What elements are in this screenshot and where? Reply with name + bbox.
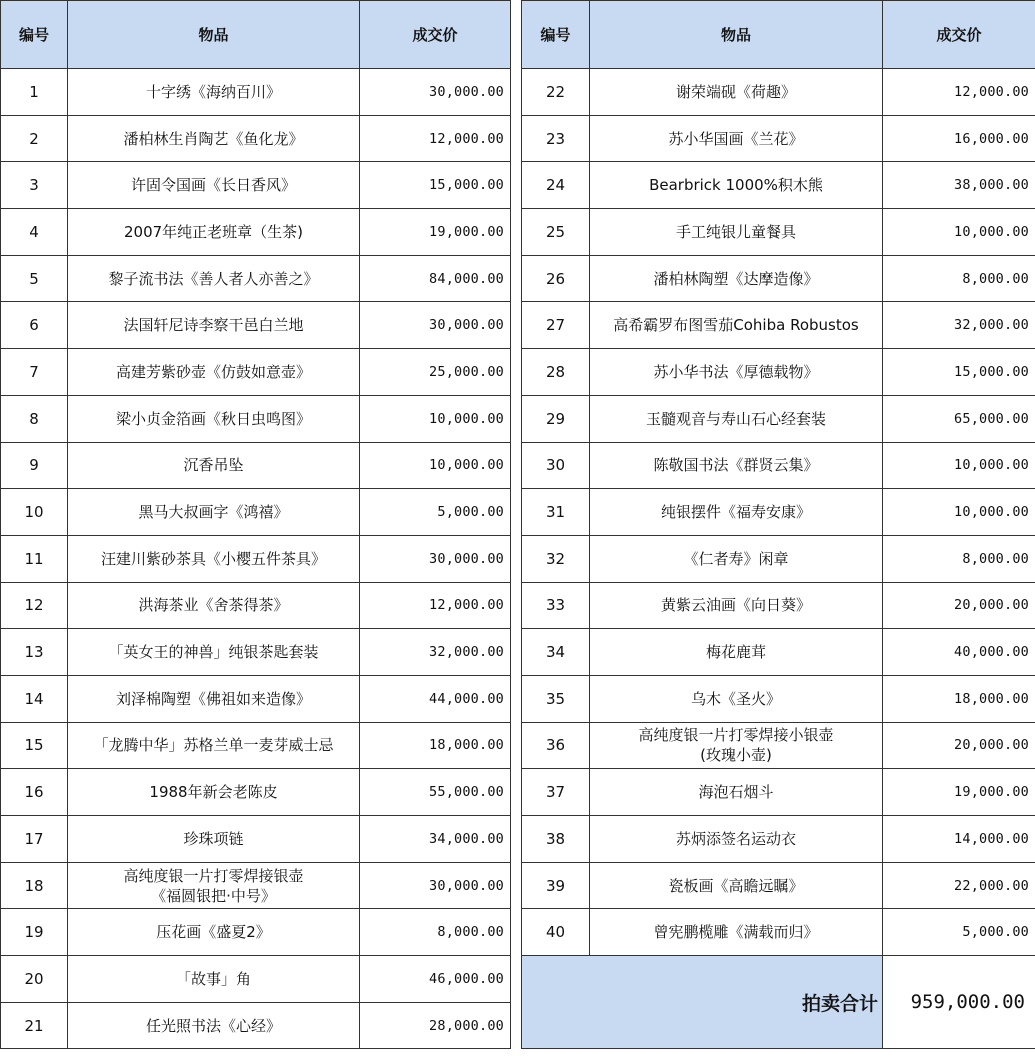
item-name-cell xyxy=(68,115,360,162)
item-number: 19 xyxy=(1,909,68,956)
item-price: 19,000.00 xyxy=(883,769,1035,816)
item-price: 22,000.00 xyxy=(883,862,1035,909)
item-name: 曾宪鹏榄雕《满载而归》 xyxy=(653,923,819,942)
item-name: 压花画《盛夏2》 xyxy=(156,923,271,942)
table-row xyxy=(1,956,511,1003)
table-row xyxy=(522,395,1035,442)
item-name: 法国轩尼诗李察干邑白兰地 xyxy=(123,316,304,335)
item-price: 32,000.00 xyxy=(883,302,1035,349)
item-price: 44,000.00 xyxy=(360,675,511,722)
item-name: 黄紫云油画《向日葵》 xyxy=(660,596,811,615)
table-row xyxy=(522,162,1035,209)
table-row xyxy=(1,582,511,629)
item-name-cell xyxy=(68,816,360,863)
item-price: 15,000.00 xyxy=(883,349,1035,396)
item-number: 8 xyxy=(1,395,68,442)
item-name-cell xyxy=(68,69,360,116)
item-name-cell xyxy=(590,302,883,349)
item-number: 24 xyxy=(522,162,590,209)
item-number: 9 xyxy=(1,442,68,489)
item-name: 2007年纯正老班章（生茶) xyxy=(123,222,304,241)
item-price: 40,000.00 xyxy=(883,629,1035,676)
item-name-cell xyxy=(68,956,360,1003)
item-price: 55,000.00 xyxy=(360,769,511,816)
item-name: 梅花鹿茸 xyxy=(705,643,766,662)
item-number: 25 xyxy=(522,209,590,256)
table-row xyxy=(1,675,511,722)
item-number: 11 xyxy=(1,535,68,582)
item-number: 13 xyxy=(1,629,68,676)
item-name-cell xyxy=(590,349,883,396)
item-name: 瓷板画《高瞻远瞩》 xyxy=(668,876,804,895)
table-row xyxy=(1,162,511,209)
auction-table-left xyxy=(0,0,511,1049)
item-name: 洪海茶业《舍茶得茶》 xyxy=(138,596,289,615)
item-number: 39 xyxy=(522,862,590,909)
item-number: 14 xyxy=(1,675,68,722)
item-name-cell xyxy=(68,442,360,489)
item-name: 梁小贞金箔画《秋日虫鸣图》 xyxy=(115,409,311,428)
item-number: 23 xyxy=(522,115,590,162)
table-row xyxy=(522,675,1035,722)
item-number: 10 xyxy=(1,489,68,536)
item-price: 10,000.00 xyxy=(883,209,1035,256)
item-number: 15 xyxy=(1,722,68,769)
table-row xyxy=(522,909,1035,956)
item-name: 高纯度银一片打零焊接小银壶 xyxy=(638,726,834,745)
item-name: 「龙腾中华」苏格兰单一麦芽威士忌 xyxy=(93,736,334,755)
item-number: 31 xyxy=(522,489,590,536)
item-name: 乌木《圣火》 xyxy=(690,689,781,708)
table-row xyxy=(522,582,1035,629)
item-name-cell xyxy=(590,69,883,116)
item-price: 10,000.00 xyxy=(360,395,511,442)
item-name-cell xyxy=(68,395,360,442)
table-row xyxy=(1,629,511,676)
table-row xyxy=(1,722,511,769)
table-row xyxy=(1,816,511,863)
column-header-item: 物品 xyxy=(590,1,883,69)
item-price: 5,000.00 xyxy=(883,909,1035,956)
item-number: 16 xyxy=(1,769,68,816)
item-name: 手工纯银儿童餐具 xyxy=(675,222,796,241)
item-name: 十字绣《海纳百川》 xyxy=(145,82,281,101)
item-number: 30 xyxy=(522,442,590,489)
item-name: 陈敬国书法《群贤云集》 xyxy=(653,456,819,475)
item-name-cell xyxy=(590,255,883,302)
item-name-line2: 《福圆银把·中号》 xyxy=(151,886,276,905)
item-name-cell xyxy=(590,769,883,816)
item-name: 潘柏林陶塑《达摩造像》 xyxy=(653,269,819,288)
item-price: 84,000.00 xyxy=(360,255,511,302)
item-price: 18,000.00 xyxy=(360,722,511,769)
item-price: 14,000.00 xyxy=(883,816,1035,863)
item-price: 12,000.00 xyxy=(360,115,511,162)
item-price: 32,000.00 xyxy=(360,629,511,676)
table-row xyxy=(522,489,1035,536)
total-label: 拍卖合计 xyxy=(590,956,883,1049)
item-name-cell xyxy=(590,862,883,909)
item-number: 36 xyxy=(522,722,590,769)
item-number: 6 xyxy=(1,302,68,349)
table-row xyxy=(1,255,511,302)
item-number: 2 xyxy=(1,115,68,162)
item-name-cell xyxy=(68,209,360,256)
table-row xyxy=(1,349,511,396)
item-name-cell xyxy=(68,1002,360,1049)
item-name-cell xyxy=(590,535,883,582)
item-name-cell xyxy=(590,489,883,536)
header-row xyxy=(1,1,511,69)
item-name-cell xyxy=(68,629,360,676)
total-spacer xyxy=(522,956,590,1049)
item-name-cell xyxy=(590,722,883,769)
item-number: 7 xyxy=(1,349,68,396)
item-number: 12 xyxy=(1,582,68,629)
total-value: 959,000.00 xyxy=(883,956,1035,1049)
item-number: 18 xyxy=(1,862,68,909)
item-name-cell xyxy=(68,489,360,536)
table-row xyxy=(1,535,511,582)
item-number: 17 xyxy=(1,816,68,863)
item-name-cell xyxy=(68,722,360,769)
item-name: 苏小华书法《厚德载物》 xyxy=(653,362,819,381)
item-name: 纯银摆件《福寿安康》 xyxy=(660,503,811,522)
table-row xyxy=(522,349,1035,396)
item-name: 苏炳添签名运动衣 xyxy=(675,829,796,848)
item-name-cell xyxy=(590,675,883,722)
column-header-price: 成交价 xyxy=(360,1,511,69)
item-price: 38,000.00 xyxy=(883,162,1035,209)
column-header-price: 成交价 xyxy=(883,1,1035,69)
table-row xyxy=(522,816,1035,863)
table-row xyxy=(1,862,511,909)
item-number: 26 xyxy=(522,255,590,302)
item-name: 「故事」角 xyxy=(175,969,251,988)
table-row xyxy=(522,535,1035,582)
item-number: 1 xyxy=(1,69,68,116)
item-price: 8,000.00 xyxy=(883,535,1035,582)
item-name-cell xyxy=(590,209,883,256)
item-name-cell xyxy=(68,909,360,956)
item-price: 28,000.00 xyxy=(360,1002,511,1049)
item-number: 4 xyxy=(1,209,68,256)
item-number: 34 xyxy=(522,629,590,676)
item-price: 8,000.00 xyxy=(883,255,1035,302)
item-number: 21 xyxy=(1,1002,68,1049)
item-name-cell xyxy=(68,675,360,722)
item-number: 20 xyxy=(1,956,68,1003)
table-row xyxy=(522,302,1035,349)
table-row xyxy=(1,395,511,442)
item-name: 汪建川紫砂茶具《小樱五件茶具》 xyxy=(100,549,326,568)
item-name: 刘泽棉陶塑《佛祖如来造像》 xyxy=(115,689,311,708)
item-name: 高希霸罗布图雪茄Cohiba Robustos xyxy=(613,316,859,335)
item-name-cell xyxy=(590,629,883,676)
item-number: 5 xyxy=(1,255,68,302)
item-name-cell xyxy=(68,349,360,396)
table-row xyxy=(1,302,511,349)
item-name-cell xyxy=(68,862,360,909)
item-price: 10,000.00 xyxy=(360,442,511,489)
table-row xyxy=(1,769,511,816)
item-price: 20,000.00 xyxy=(883,722,1035,769)
item-name: 谢荣端砚《荷趣》 xyxy=(675,82,796,101)
item-name-cell xyxy=(68,769,360,816)
table-row xyxy=(522,209,1035,256)
table-row xyxy=(522,629,1035,676)
table-row xyxy=(522,255,1035,302)
item-name-cell xyxy=(68,582,360,629)
column-header-no: 编号 xyxy=(1,1,68,69)
item-name: 高纯度银一片打零焊接银壶 xyxy=(123,866,304,885)
item-price: 15,000.00 xyxy=(360,162,511,209)
item-number: 22 xyxy=(522,69,590,116)
item-name-cell xyxy=(68,535,360,582)
item-number: 32 xyxy=(522,535,590,582)
item-number: 28 xyxy=(522,349,590,396)
total-row xyxy=(522,956,1035,1049)
item-price: 12,000.00 xyxy=(883,69,1035,116)
table-body-right xyxy=(522,69,1035,956)
table-row xyxy=(1,209,511,256)
item-name-cell xyxy=(590,162,883,209)
table-row xyxy=(1,1002,511,1049)
table-row xyxy=(1,909,511,956)
item-price: 30,000.00 xyxy=(360,302,511,349)
item-name: 苏小华国画《兰花》 xyxy=(668,129,804,148)
item-number: 38 xyxy=(522,816,590,863)
item-number: 35 xyxy=(522,675,590,722)
table-row xyxy=(522,115,1035,162)
item-price: 20,000.00 xyxy=(883,582,1035,629)
item-price: 16,000.00 xyxy=(883,115,1035,162)
item-number: 37 xyxy=(522,769,590,816)
item-price: 65,000.00 xyxy=(883,395,1035,442)
item-name-cell xyxy=(590,395,883,442)
table-row xyxy=(1,442,511,489)
item-price: 46,000.00 xyxy=(360,956,511,1003)
item-number: 33 xyxy=(522,582,590,629)
item-price: 30,000.00 xyxy=(360,862,511,909)
item-name-cell xyxy=(590,909,883,956)
item-number: 3 xyxy=(1,162,68,209)
item-name: 黎子流书法《善人者人亦善之》 xyxy=(108,269,319,288)
item-name-cell xyxy=(590,582,883,629)
table-row xyxy=(522,862,1035,909)
item-price: 19,000.00 xyxy=(360,209,511,256)
item-price: 12,000.00 xyxy=(360,582,511,629)
item-name: 海泡石烟斗 xyxy=(698,783,774,802)
item-price: 8,000.00 xyxy=(360,909,511,956)
item-name: 黑马大叔画字《鸿禧》 xyxy=(138,503,289,522)
item-name: 「英女王的神兽」纯银茶匙套装 xyxy=(108,643,319,662)
item-price: 30,000.00 xyxy=(360,535,511,582)
item-price: 25,000.00 xyxy=(360,349,511,396)
item-name-cell xyxy=(590,115,883,162)
item-name: Bearbrick 1000%积木熊 xyxy=(649,176,823,195)
item-name: 1988年新会老陈皮 xyxy=(149,783,278,802)
auction-table-right xyxy=(521,0,1035,1049)
item-name: 珍珠项链 xyxy=(183,829,244,848)
item-number: 27 xyxy=(522,302,590,349)
table-row xyxy=(1,69,511,116)
table-row xyxy=(522,769,1035,816)
item-number: 29 xyxy=(522,395,590,442)
item-price: 10,000.00 xyxy=(883,489,1035,536)
item-name: 许固令国画《长日香风》 xyxy=(130,176,296,195)
item-name-cell xyxy=(590,442,883,489)
item-name-cell xyxy=(68,255,360,302)
item-name-cell xyxy=(68,302,360,349)
table-row xyxy=(522,69,1035,116)
table-row xyxy=(522,722,1035,769)
item-name: 任光照书法《心经》 xyxy=(145,1016,281,1035)
item-name-line2: (玫瑰小壶) xyxy=(700,746,772,765)
item-price: 5,000.00 xyxy=(360,489,511,536)
item-price: 18,000.00 xyxy=(883,675,1035,722)
item-price: 10,000.00 xyxy=(883,442,1035,489)
item-price: 34,000.00 xyxy=(360,816,511,863)
table-row xyxy=(522,442,1035,489)
table-body-left xyxy=(1,69,511,1049)
item-name: 潘柏林生肖陶艺《鱼化龙》 xyxy=(123,129,304,148)
item-name: 高建芳紫砂壶《仿鼓如意壶》 xyxy=(115,362,311,381)
item-name-cell xyxy=(68,162,360,209)
item-price: 30,000.00 xyxy=(360,69,511,116)
item-name: 《仁者寿》闲章 xyxy=(683,549,789,568)
column-header-no: 编号 xyxy=(522,1,590,69)
column-header-item: 物品 xyxy=(68,1,360,69)
item-name: 沉香吊坠 xyxy=(183,456,244,475)
item-name-cell xyxy=(590,816,883,863)
item-number: 40 xyxy=(522,909,590,956)
item-name: 玉髓观音与寿山石心经套装 xyxy=(645,409,826,428)
table-row xyxy=(1,115,511,162)
header-row xyxy=(522,1,1035,69)
table-row xyxy=(1,489,511,536)
